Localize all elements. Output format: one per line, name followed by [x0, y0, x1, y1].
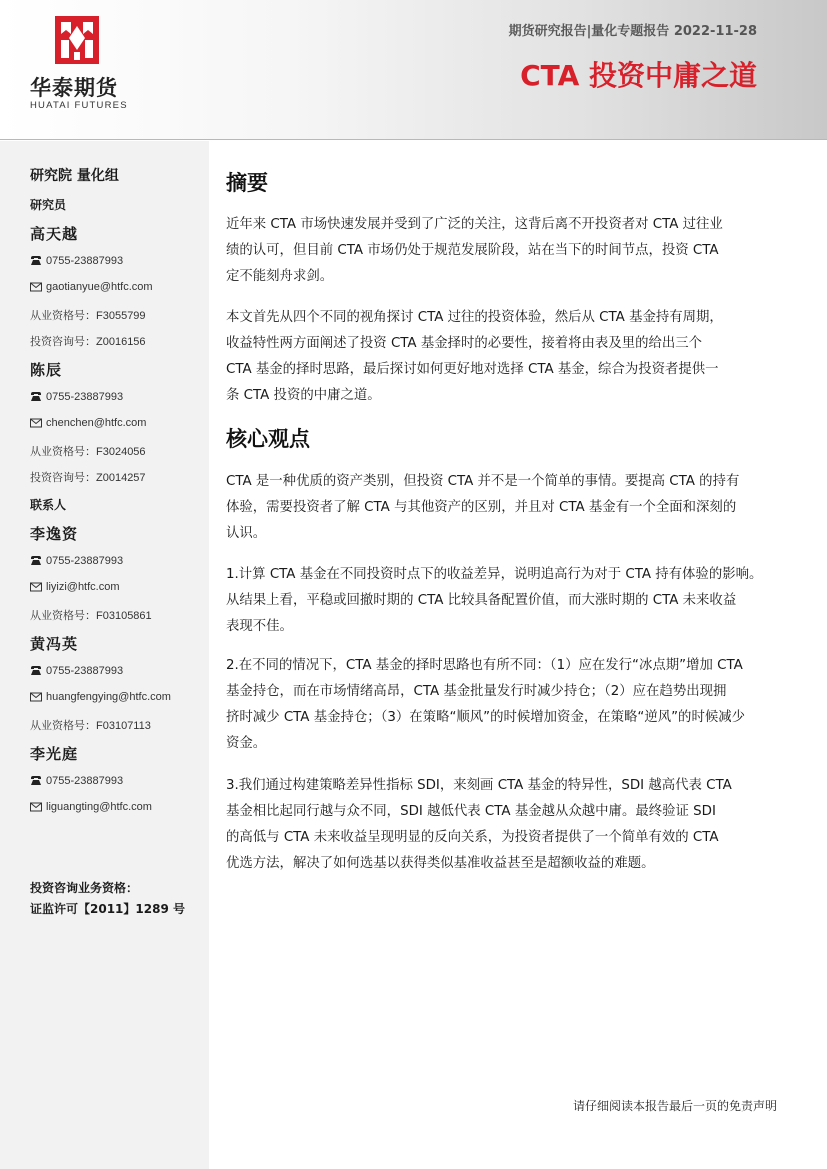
phone-icon [30, 391, 42, 403]
contact-email [30, 581, 120, 593]
phone-number: 0755-23887993 [46, 665, 124, 677]
text-line: 条 CTA 投资的中庸之道。 [226, 388, 381, 403]
text-line: 近年来 CTA 市场快速发展并受到了广泛的关注，这背后离不开投资者对 CTA 过往业 [226, 217, 723, 232]
phone-number: 0755-23887993 [46, 775, 124, 787]
envelope-icon [30, 801, 42, 813]
text-line: CTA 是一种优质的资产类别，但投资 CTA 并不是一个简单的事情。要提高 CTA 的持有 [226, 474, 740, 489]
text-line: 挤时减少 CTA 基金持仓；（3）在策略“顺风”的时候增加资金，在策略“逆风”的时候减少 [226, 710, 746, 725]
contact-name: 李逸资 [30, 525, 79, 543]
contact-name: 黄冯英 [30, 635, 79, 653]
text-line: 资金。 [226, 736, 267, 751]
text-line: 从结果上看，平稳或回撤时期的 CTA 比较具备配置价值，而大涨时期的 CTA 未来收益 [226, 593, 737, 608]
qualification-number: 从业资格号：F03105861 [30, 610, 152, 622]
envelope-icon [30, 691, 42, 703]
phone-icon [30, 775, 42, 787]
text-line: 收益特性两方面阐述了投资 CTA 基金择时的必要性，接着将由表及里的给出三个 [226, 336, 703, 351]
text-line: 3.我们通过构建策略差异性指标 SDI，来刻画 CTA 基金的特异性，SDI 越高代表 CTA [226, 778, 732, 793]
text-line: 本文首先从四个不同的视角探讨 CTA 过往的投资体验，然后从 CTA 基金持有周期， [226, 310, 723, 325]
text-line: 认识。 [226, 526, 267, 541]
core-paragraph [226, 562, 779, 640]
report-title: CTA 投资中庸之道 [520, 59, 757, 92]
text-line: 的高低与 CTA 未来收益呈现明显的反向关系，为投资者提供了一个简单有效的 CTA [226, 830, 719, 845]
phone-icon [30, 255, 42, 267]
phone-icon [30, 665, 42, 677]
text-line: 定不能刻舟求剑。 [226, 269, 334, 284]
core-paragraph [226, 653, 779, 757]
envelope-icon [30, 417, 42, 429]
qualification-number: 从业资格号：F03107113 [30, 720, 151, 732]
researcher-phone [30, 255, 123, 267]
text-line: 基金相比起同行越与众不同，SDI 越低代表 CTA 基金越从众越中庸。最终验证 SDI [226, 804, 716, 819]
researcher-email [30, 417, 146, 429]
text-line: 基金持仓，而在市场情绪高昂，CTA 基金批量发行时减少持仓；（2）应在趋势出现拥 [226, 684, 727, 699]
logo-english-name: HUATAI FUTURES [30, 100, 128, 111]
core-paragraph [226, 773, 779, 877]
text-line: 体验，需要投资者了解 CTA 与其他资产的区别，并且对 CTA 基金有一个全面和深刻的 [226, 500, 737, 515]
phone-number: 0755-23887993 [46, 391, 124, 403]
qualification-number: 从业资格号：F3024056 [30, 446, 146, 458]
summary-paragraph [226, 305, 779, 409]
phone-icon [30, 555, 42, 567]
advisor-number: 投资咨询号：Z0014257 [30, 472, 146, 484]
author-sidebar [0, 141, 209, 1169]
phone-number: 0755-23887993 [46, 255, 124, 267]
contact-email [30, 691, 171, 703]
text-line: 2.在不同的情况下，CTA 基金的择时思路也有所不同：（1）应在发行“冰点期”增加 CTA [226, 658, 743, 673]
researcher-phone [30, 391, 123, 403]
text-line: 1.计算 CTA 基金在不同投资时点下的收益差异，说明追高行为对于 CTA 持有体验的影响。 [226, 567, 763, 582]
contact-name: 李光庭 [30, 745, 79, 763]
researcher-name: 陈辰 [30, 361, 63, 379]
report-meta: 期货研究报告|量化专题报告 2022-11-28 [508, 24, 757, 39]
qualification-number: 从业资格号：F3055799 [30, 310, 146, 322]
contacts-label: 联系人 [30, 498, 67, 512]
email-address[interactable]: liyizi@htfc.com [46, 581, 120, 593]
text-line: CTA 基金的择时思路，最后探讨如何更好地对选择 CTA 基金，综合为投资者提供一 [226, 362, 719, 377]
report-header [0, 0, 827, 140]
phone-number: 0755-23887993 [46, 555, 124, 567]
license-number: 证监许可【2011】1289 号 [30, 902, 185, 916]
contact-phone [30, 775, 123, 787]
contact-email [30, 801, 152, 813]
sidebar-org: 研究院 量化组 [30, 168, 119, 184]
summary-paragraph [226, 212, 779, 290]
researcher-name: 高天越 [30, 225, 79, 243]
core-paragraph [226, 469, 779, 547]
contact-phone [30, 665, 123, 677]
researcher-email [30, 281, 153, 293]
text-line: 表现不佳。 [226, 619, 293, 634]
email-address[interactable]: gaotianyue@htfc.com [46, 281, 153, 293]
email-address[interactable]: chenchen@htfc.com [46, 417, 147, 429]
huatai-logo-mark-icon [55, 16, 99, 64]
license-label: 投资咨询业务资格： [30, 881, 139, 895]
logo-chinese-name: 华泰期货 [30, 76, 118, 100]
core-heading: 核心观点 [226, 427, 310, 451]
email-address[interactable]: liguangting@htfc.com [46, 801, 152, 813]
envelope-icon [30, 281, 42, 293]
disclaimer-note: 请仔细阅读本报告最后一页的免责声明 [572, 1099, 777, 1113]
advisor-number: 投资咨询号：Z0016156 [30, 336, 146, 348]
email-address[interactable]: huangfengying@htfc.com [46, 691, 171, 703]
contact-phone [30, 555, 123, 567]
summary-heading: 摘要 [226, 171, 268, 195]
envelope-icon [30, 581, 42, 593]
company-logo [30, 16, 130, 116]
text-line: 优选方法，解决了如何选基以获得类似基准收益甚至是超额收益的难题。 [226, 856, 655, 871]
text-line: 绩的认可，但目前 CTA 市场仍处于规范发展阶段，站在当下的时间节点，投资 CTA [226, 243, 719, 258]
researchers-label: 研究员 [30, 198, 67, 212]
